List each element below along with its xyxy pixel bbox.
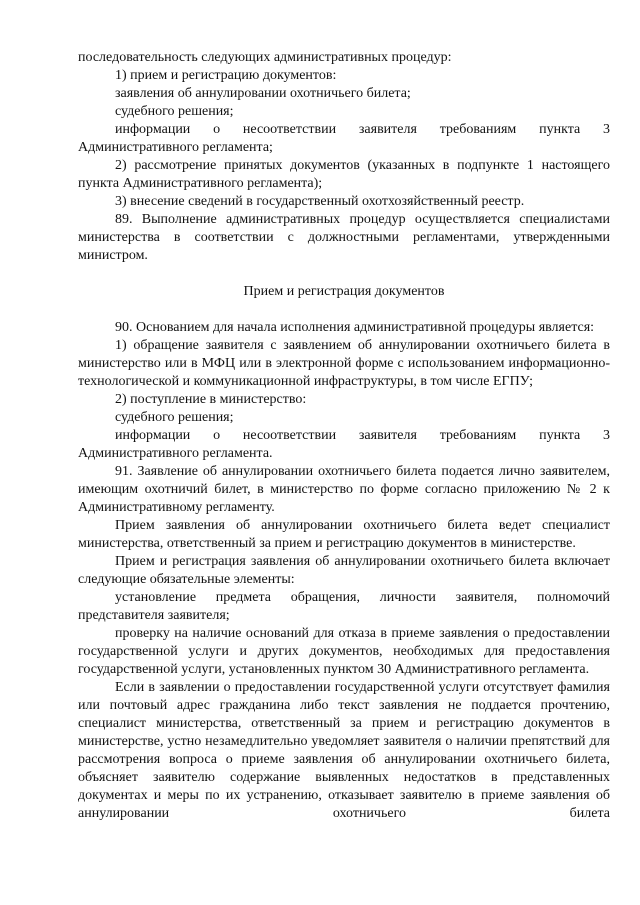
paragraph: судебного решения;	[115, 410, 234, 425]
paragraph: 1) прием и регистрацию документов:	[115, 68, 337, 83]
paragraph: проверку на наличие оснований для отказа в приеме заявления о предоставлении государственной услуги и других документов, необходимых для предоставления государственной услуги, установленных пунктом 30 Административного регламента.	[78, 626, 610, 677]
paragraph: 3) внесение сведений в государственный охотхозяйственный реестр.	[115, 194, 525, 209]
paragraph: информации о несоответствии заявителя требованиям пункта 3 Административного регламента.	[78, 428, 610, 461]
section-body	[78, 319, 610, 823]
paragraph: 2) поступление в министерство:	[115, 392, 307, 407]
paragraph: 89. Выполнение административных процедур осуществляется специалистами министерства в соответствии с должностными регламентами, утвержденными министром.	[78, 212, 610, 263]
spacer	[78, 301, 610, 319]
document-page	[78, 49, 610, 823]
paragraph: 1) обращение заявителя с заявлением об аннулировании охотничьего билета в министерство или в МФЦ или в электронной форме с использованием информационно-технологической и коммуникационной инфраструктуры, в том числе ЕГПУ;	[78, 338, 610, 389]
paragraph: информации о несоответствии заявителя требованиям пункта 3 Административного регламента;	[78, 122, 610, 155]
procedures-list	[78, 49, 610, 265]
paragraph: Прием и регистрация заявления об аннулировании охотничьего билета включает следующие обязательные элементы:	[78, 554, 610, 587]
paragraph: 91. Заявление об аннулировании охотничьего билета подается лично заявителем, имеющим охотничий билет, в министерство по форме согласно приложению № 2 к Административному регламенту.	[78, 464, 610, 515]
paragraph: Если в заявлении о предоставлении государственной услуги отсутствует фамилия или почтовый адрес гражданина либо текст заявления не поддается прочтению, специалист министерства, ответственный за прием и регистрацию документов в министерстве, устно незамедлительно уведомляет заявителя о наличии препятствий для рассмотрения вопроса о приеме заявления об аннулировании охотничьего билета, объясняет заявителю содержание выявленных недостатков в представленных документах и меры по их устранению, отказывает заявителю в приеме заявления об аннулировании охотничьего билета	[78, 680, 610, 821]
paragraph: 90. Основанием для начала исполнения административной процедуры является:	[115, 320, 595, 335]
paragraph: заявления об аннулировании охотничьего билета;	[115, 86, 411, 101]
paragraph: судебного решения;	[115, 104, 234, 119]
paragraph: последовательность следующих административных процедур:	[78, 50, 452, 65]
spacer	[78, 265, 610, 283]
paragraph: установление предмета обращения, личности заявителя, полномочий представителя заявителя;	[78, 590, 610, 623]
paragraph: 2) рассмотрение принятых документов (указанных в подпункте 1 настоящего пункта Административного регламента);	[78, 158, 610, 191]
section-heading: Прием и регистрация документов	[243, 284, 445, 299]
paragraph: Прием заявления об аннулировании охотничьего билета ведет специалист министерства, ответственный за прием и регистрацию документов в министерстве.	[78, 518, 610, 551]
